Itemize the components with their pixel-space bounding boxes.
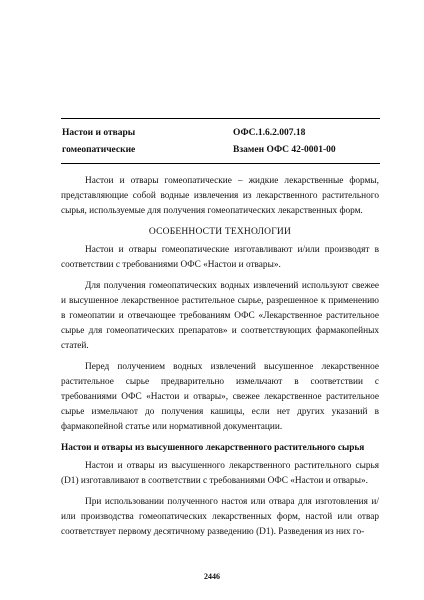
header-title-line1: Настои и отвары: [62, 128, 136, 138]
header-title-line2: гомеопатические: [62, 145, 136, 155]
paragraph: Настои и отвары гомеопатические изготавливают и/или производят в соответствии с требованиями ОФС «Настои и отвары».: [61, 245, 379, 270]
page-number: 2446: [204, 572, 220, 581]
paragraph: Для получения гомеопатических водных извлечений используют свежее и высушенное лекарственное растительное сырье, разрешенное к применению в гомеопатии и отвечающее требованиям ОФС «Лекарственное растительное сырье для гомеопатических препаратов» и соответствующих фармакопейных статей.: [61, 281, 379, 351]
section-heading: ОСОБЕННОСТИ ТЕХНОЛОГИИ: [148, 227, 292, 237]
header-code: ОФС.1.6.2.007.18: [233, 128, 306, 138]
paragraph: Настои и отвары из высушенного лекарственного растительного сырья (D1) изготавливают в соответствии с требованиями ОФС «Настои и отвары».: [61, 461, 379, 486]
paragraph: При использовании полученного настоя или отвара для изготовления и/или производства гомеопатических лекарственных форм, настой или отвар соответствует первому десятичному разведению (D1). Разведения из них го-: [61, 497, 379, 537]
document-body: [61, 174, 379, 546]
subsection-heading: Настои и отвары из высушенного лекарственного растительного сырья: [61, 443, 365, 453]
header-replaces: Взамен ОФС 42-0001-00: [233, 145, 336, 155]
intro-paragraph: Настои и отвары гомеопатические – жидкие лекарственные формы, представляющие собой водные извлечения из лекарственного растительного сырья, используемые для получения гомеопатических лекарственных форм.: [61, 176, 379, 216]
paragraph: Перед получением водных извлечений высушенное лекарственное растительное сырье предварительно измельчают в соответствии с требованиями ОФС «Настои и отвары», свежее лекарственное растительное сырье измельчают до получения кашицы, если нет других указаний в фармакопейной статье или нормативной документации.: [61, 362, 379, 432]
document-header: [61, 118, 380, 164]
